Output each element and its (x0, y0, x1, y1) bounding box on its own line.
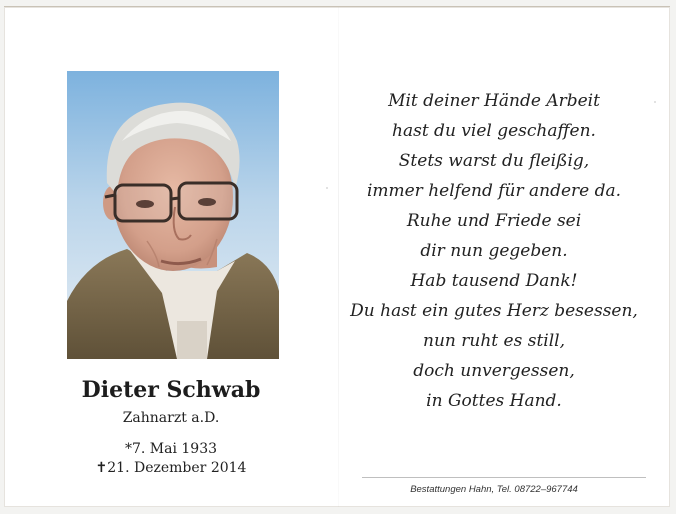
poem-line: doch unvergessen, (413, 361, 575, 381)
card-right-panel (338, 7, 670, 507)
poem-line: immer helfend für andere da. (366, 181, 622, 201)
poem-line: Stets warst du fleißig, (398, 151, 590, 171)
poem-line: in Gottes Hand. (426, 391, 562, 411)
poem (338, 86, 650, 416)
death-date: ✝21. Dezember 2014 (95, 460, 247, 476)
portrait-photo (67, 71, 279, 359)
paper-speck (654, 101, 656, 103)
memorial-card (4, 6, 670, 507)
funeral-home-footer: Bestattungen Hahn, Tel. 08722–967744 (410, 484, 578, 495)
footer-divider (362, 477, 646, 478)
poem-line: Hab tausend Dank! (410, 271, 578, 291)
paper-speck (326, 187, 328, 189)
poem-line: nun ruht es still, (423, 331, 565, 351)
poem-line: Du hast ein gutes Herz besessen, (350, 301, 638, 321)
poem-line: hast du viel geschaffen. (392, 121, 596, 141)
portrait-image (67, 71, 279, 359)
deceased-name: Dieter Schwab (81, 377, 261, 403)
poem-line: dir nun gegeben. (420, 241, 568, 261)
birth-date: *7. Mai 1933 (124, 441, 218, 457)
poem-line: Ruhe und Friede sei (406, 211, 582, 231)
card-left-panel (4, 7, 338, 507)
poem-line: Mit deiner Hände Arbeit (388, 91, 600, 111)
deceased-title: Zahnarzt a.D. (122, 410, 220, 426)
